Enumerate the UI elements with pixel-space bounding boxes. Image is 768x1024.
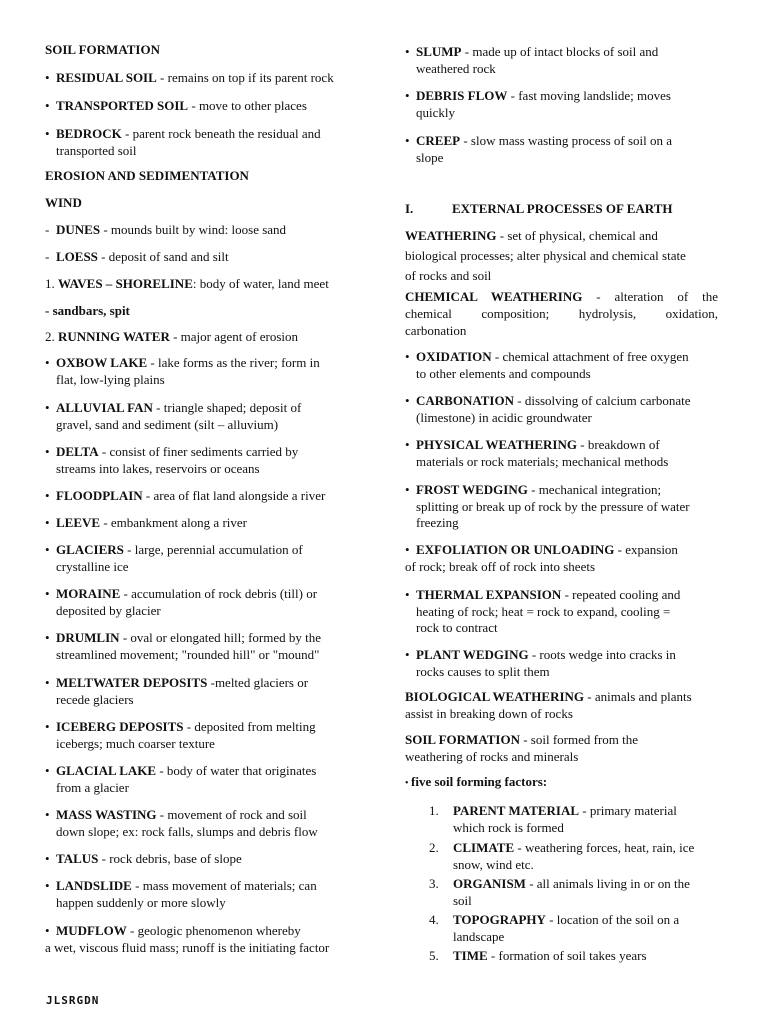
term-label: TRANSPORTED SOIL (56, 98, 189, 113)
paragraph-line: chemical composition; hydrolysis, oxidation, (405, 306, 718, 321)
term-description: - animals and plants (584, 689, 692, 704)
bullet-icon: • (45, 586, 50, 601)
section-title: EXTERNAL PROCESSES OF EARTH (452, 201, 673, 216)
text-line (405, 587, 718, 604)
term-label: LOESS (56, 249, 98, 264)
text-line (45, 807, 360, 824)
list-number: 1. (45, 276, 55, 291)
text-line (405, 689, 718, 706)
term-description: - accumulation of rock debris (till) or (120, 586, 318, 601)
bullet-icon: • (45, 488, 50, 503)
text-line (405, 306, 718, 323)
text-line (405, 88, 718, 105)
text-line (405, 604, 718, 621)
text-line (405, 542, 718, 559)
text-line (405, 857, 718, 874)
term-description: - embankment along a river (100, 515, 247, 530)
list-number: 2. (45, 329, 55, 344)
bullet-icon: • (45, 98, 50, 113)
term-label: TALUS (56, 851, 99, 866)
text-line (45, 461, 360, 478)
continuation-text: snow, wind etc. (453, 857, 534, 872)
text-line (45, 895, 360, 912)
text-line (405, 349, 718, 366)
text-line (405, 248, 718, 265)
term-description: - remains on top if its parent rock (156, 70, 334, 85)
term-label: GLACIERS (56, 542, 124, 557)
bullet-icon: • (45, 70, 50, 85)
text-line (405, 803, 718, 820)
bullet-icon: • (45, 851, 50, 866)
text-line (405, 499, 718, 516)
term-label: DELTA (56, 444, 99, 459)
text-line (405, 820, 718, 837)
term-description: - slow mass wasting process of soil on a (460, 133, 673, 148)
term-description: - mechanical integration; (527, 482, 662, 497)
term-label: TOPOGRAPHY (453, 912, 546, 927)
term-description: - oval or elongated hill; formed by the (119, 630, 322, 645)
text-line (45, 98, 360, 115)
term-label: SLUMP (416, 44, 462, 59)
term-description: - primary material (579, 803, 677, 818)
continuation-text: streamlined movement; "rounded hill" or "mound" (56, 647, 320, 662)
footer-signature: JLSRGDN (46, 994, 100, 1007)
term-label: RESIDUAL SOIL (56, 70, 157, 85)
bullet-icon: • (45, 400, 50, 415)
text-line (45, 675, 360, 692)
continuation-text: rock to contract (416, 620, 498, 635)
term-label: LEEVE (56, 515, 101, 530)
subheading: five soil forming factors: (411, 774, 548, 789)
bullet-icon: • (405, 542, 410, 557)
text-line (405, 105, 718, 122)
continuation-text: which rock is formed (453, 820, 564, 835)
bullet-icon: • (45, 719, 50, 734)
text-line (45, 559, 360, 576)
text-line (45, 303, 360, 320)
term-description: - repeated cooling and (561, 587, 681, 602)
bullet-icon: • (405, 349, 410, 364)
section-heading: EROSION AND SEDIMENTATION (45, 168, 249, 183)
list-number: 2. (429, 840, 439, 855)
continuation-text: gravel, sand and sediment (silt – alluvium) (56, 417, 279, 432)
continuation-text: a wet, viscous fluid mass; runoff is the initiating factor (45, 940, 330, 955)
bullet-icon: • (45, 675, 50, 690)
text-line (405, 437, 718, 454)
term-description: - large, perennial accumulation of (123, 542, 303, 557)
term-description: - mass movement of materials; can (131, 878, 317, 893)
continuation-text: landscape (453, 929, 505, 944)
term-label: PLANT WEDGING (416, 647, 529, 662)
term-label: ALLUVIAL FAN (56, 400, 153, 415)
continuation-text: rocks causes to split them (416, 664, 550, 679)
text-line (45, 923, 360, 940)
list-number: 1. (429, 803, 439, 818)
term-description: - major agent of erosion (169, 329, 298, 344)
continuation-text: flat, low-lying plains (56, 372, 165, 387)
bullet-icon: • (405, 778, 412, 789)
term-label: THERMAL EXPANSION (416, 587, 562, 602)
continuation-text: materials or rock materials; mechanical methods (416, 454, 669, 469)
text-line (45, 736, 360, 753)
text-line (405, 44, 718, 61)
term-description: - made up of intact blocks of soil and (461, 44, 659, 59)
text-line (405, 133, 718, 150)
text-line (45, 851, 360, 868)
bullet-icon: • (405, 587, 410, 602)
term-label: ORGANISM (453, 876, 526, 891)
text-line (405, 61, 718, 78)
term-description: - area of flat land alongside a river (142, 488, 326, 503)
paragraph-line: assist in breaking down of rocks (405, 706, 573, 721)
term-description: - roots wedge into cracks in (528, 647, 676, 662)
bullet-icon: • (45, 763, 50, 778)
section-heading: SOIL FORMATION (45, 42, 160, 57)
term-label: SOIL FORMATION (405, 732, 520, 747)
term-label: RUNNING WATER (58, 329, 170, 344)
text-line (405, 559, 718, 576)
term-label: DEBRIS FLOW (416, 88, 508, 103)
term-label: CARBONATION (416, 393, 514, 408)
text-line (45, 940, 360, 957)
term-description: - alteration of the (582, 289, 718, 304)
term-description: - move to other places (188, 98, 307, 113)
text-line (405, 948, 718, 965)
continuation-text: heating of rock; heat = rock to expand, cooling = (416, 604, 671, 619)
bullet-icon: • (45, 126, 50, 141)
bullet-icon: • (405, 482, 410, 497)
continuation-text: freezing (416, 515, 459, 530)
term-description: - expansion (614, 542, 678, 557)
term-label: PARENT MATERIAL (453, 803, 580, 818)
term-label: WEATHERING (405, 228, 497, 243)
term-description: - all animals living in or on the (525, 876, 690, 891)
text-line (45, 647, 360, 664)
term-description: - deposited from melting (183, 719, 316, 734)
continuation-text: recede glaciers (56, 692, 134, 707)
text-line (45, 763, 360, 780)
term-description: - formation of soil takes years (487, 948, 647, 963)
text-line (45, 630, 360, 647)
term-label: TIME (453, 948, 488, 963)
continuation-text: to other elements and compounds (416, 366, 591, 381)
text-line (45, 400, 360, 417)
term-label: DRUMLIN (56, 630, 120, 645)
paragraph-line: carbonation (405, 323, 467, 338)
term-label: MUDFLOW (56, 923, 127, 938)
bullet-icon: • (405, 44, 410, 59)
term-description: - chemical attachment of free oxygen (491, 349, 689, 364)
text-line (405, 929, 718, 946)
continuation-text: happen suddenly or more slowly (56, 895, 226, 910)
text-line (45, 42, 360, 59)
text-line (45, 515, 360, 532)
dash-marker: - (45, 222, 50, 237)
term-label: FROST WEDGING (416, 482, 528, 497)
term-label: MELTWATER DEPOSITS (56, 675, 208, 690)
term-description: - set of physical, chemical and (496, 228, 658, 243)
section-heading: WIND (45, 195, 82, 210)
dash-marker: - (45, 249, 50, 264)
text-line (405, 647, 718, 664)
text-line (45, 542, 360, 559)
bullet-icon: • (45, 807, 50, 822)
list-number: 4. (429, 912, 439, 927)
term-description: - rock debris, base of slope (98, 851, 242, 866)
continuation-text: down slope; ex: rock falls, slumps and debris flow (56, 824, 318, 839)
text-line (45, 417, 360, 434)
text-line (405, 732, 718, 749)
term-description: - consist of finer sediments carried by (98, 444, 299, 459)
term-description: - location of the soil on a (545, 912, 680, 927)
text-line (45, 586, 360, 603)
term-description: - movement of rock and soil (156, 807, 307, 822)
term-description: - parent rock beneath the residual and (121, 126, 321, 141)
text-line (45, 355, 360, 372)
term-description: - triangle shaped; deposit of (152, 400, 302, 415)
section-number: I. (405, 201, 414, 216)
text-line (45, 168, 360, 185)
continuation-text: quickly (416, 105, 455, 120)
term-description: - weathering forces, heat, rain, ice (514, 840, 695, 855)
continuation-text: splitting or break up of rock by the pressure of water (416, 499, 690, 514)
text-line (45, 444, 360, 461)
text-line (45, 249, 360, 266)
term-description: - breakdown of (576, 437, 660, 452)
bullet-icon: • (405, 88, 410, 103)
bullet-icon: • (45, 444, 50, 459)
term-label: CLIMATE (453, 840, 515, 855)
term-label: PHYSICAL WEATHERING (416, 437, 577, 452)
bullet-icon: • (45, 630, 50, 645)
continuation-text: streams into lakes, reservoirs or oceans (56, 461, 260, 476)
text-line (45, 126, 360, 143)
bullet-icon: • (405, 647, 410, 662)
text-line (405, 268, 718, 285)
term-description: -melted glaciers or (207, 675, 309, 690)
term-label: WAVES – SHORELINE (58, 276, 193, 291)
text-line (45, 222, 360, 239)
text-line (405, 706, 718, 723)
term-label: BEDROCK (56, 126, 122, 141)
bullet-icon: • (45, 355, 50, 370)
text-line (45, 603, 360, 620)
text-line (45, 372, 360, 389)
text-line (405, 201, 718, 218)
list-number: 5. (429, 948, 439, 963)
continuation-text: from a glacier (56, 780, 129, 795)
term-label: ICEBERG DEPOSITS (56, 719, 184, 734)
text-line (405, 228, 718, 245)
term-description: - lake forms as the river; form in (147, 355, 320, 370)
term-label: BIOLOGICAL WEATHERING (405, 689, 585, 704)
text-line (405, 620, 718, 637)
text-line (45, 824, 360, 841)
term-label: GLACIAL LAKE (56, 763, 157, 778)
continuation-text: icebergs; much coarser texture (56, 736, 215, 751)
text-line (405, 482, 718, 499)
term-label: MASS WASTING (56, 807, 157, 822)
text-line (45, 780, 360, 797)
text-line (45, 488, 360, 505)
term-description: - body of water that originates (156, 763, 317, 778)
continuation-text: crystalline ice (56, 559, 129, 574)
bullet-icon: • (405, 133, 410, 148)
continuation-text: of rock; break off of rock into sheets (405, 559, 596, 574)
bullet-icon: • (405, 437, 410, 452)
text-line (405, 912, 718, 929)
text-line (405, 289, 718, 306)
term-label: EXFOLIATION OR UNLOADING (416, 542, 615, 557)
continuation-text: slope (416, 150, 444, 165)
term-label: LANDSLIDE (56, 878, 132, 893)
bullet-icon: • (45, 542, 50, 557)
paragraph-line: of rocks and soil (405, 268, 492, 283)
bullet-icon: • (45, 515, 50, 530)
term-description: - mounds built by wind: loose sand (100, 222, 287, 237)
text-line (405, 515, 718, 532)
text-line (45, 70, 360, 87)
text-line (45, 719, 360, 736)
text-line (45, 195, 360, 212)
text-line (405, 774, 718, 791)
bullet-icon: • (45, 923, 50, 938)
term-description: - dissolving of calcium carbonate (514, 393, 691, 408)
continuation-text: transported soil (56, 143, 137, 158)
text-line (405, 840, 718, 857)
text-line (45, 329, 360, 346)
term-label: DUNES (56, 222, 101, 237)
text-line (405, 366, 718, 383)
continuation-text: weathered rock (416, 61, 496, 76)
text-line (45, 276, 360, 293)
text-line (405, 893, 718, 910)
text-line (405, 876, 718, 893)
bullet-icon: • (405, 393, 410, 408)
term-label: CREEP (416, 133, 461, 148)
term-description: - soil formed from the (519, 732, 639, 747)
section-heading: - sandbars, spit (45, 303, 130, 318)
text-line (405, 664, 718, 681)
term-label: OXBOW LAKE (56, 355, 148, 370)
text-line (405, 749, 718, 766)
text-line (405, 393, 718, 410)
text-line (45, 143, 360, 160)
continuation-text: soil (453, 893, 472, 908)
term-description: - fast moving landslide; moves (507, 88, 671, 103)
continuation-text: deposited by glacier (56, 603, 161, 618)
text-line (405, 410, 718, 427)
paragraph-line: biological processes; alter physical and chemical state (405, 248, 686, 263)
bullet-icon: • (45, 878, 50, 893)
text-line (405, 323, 718, 340)
term-description: - deposit of sand and silt (97, 249, 229, 264)
text-line (45, 692, 360, 709)
term-label: OXIDATION (416, 349, 492, 364)
continuation-text: (limestone) in acidic groundwater (416, 410, 592, 425)
text-line (405, 150, 718, 167)
term-label: FLOODPLAIN (56, 488, 143, 503)
text-line (45, 878, 360, 895)
list-number: 3. (429, 876, 439, 891)
paragraph-line: weathering of rocks and minerals (405, 749, 579, 764)
text-line (405, 454, 718, 471)
term-label: MORAINE (56, 586, 121, 601)
term-label: CHEMICAL WEATHERING (405, 289, 583, 304)
term-description: : body of water, land meet (192, 276, 329, 291)
term-description: - geologic phenomenon whereby (126, 923, 301, 938)
